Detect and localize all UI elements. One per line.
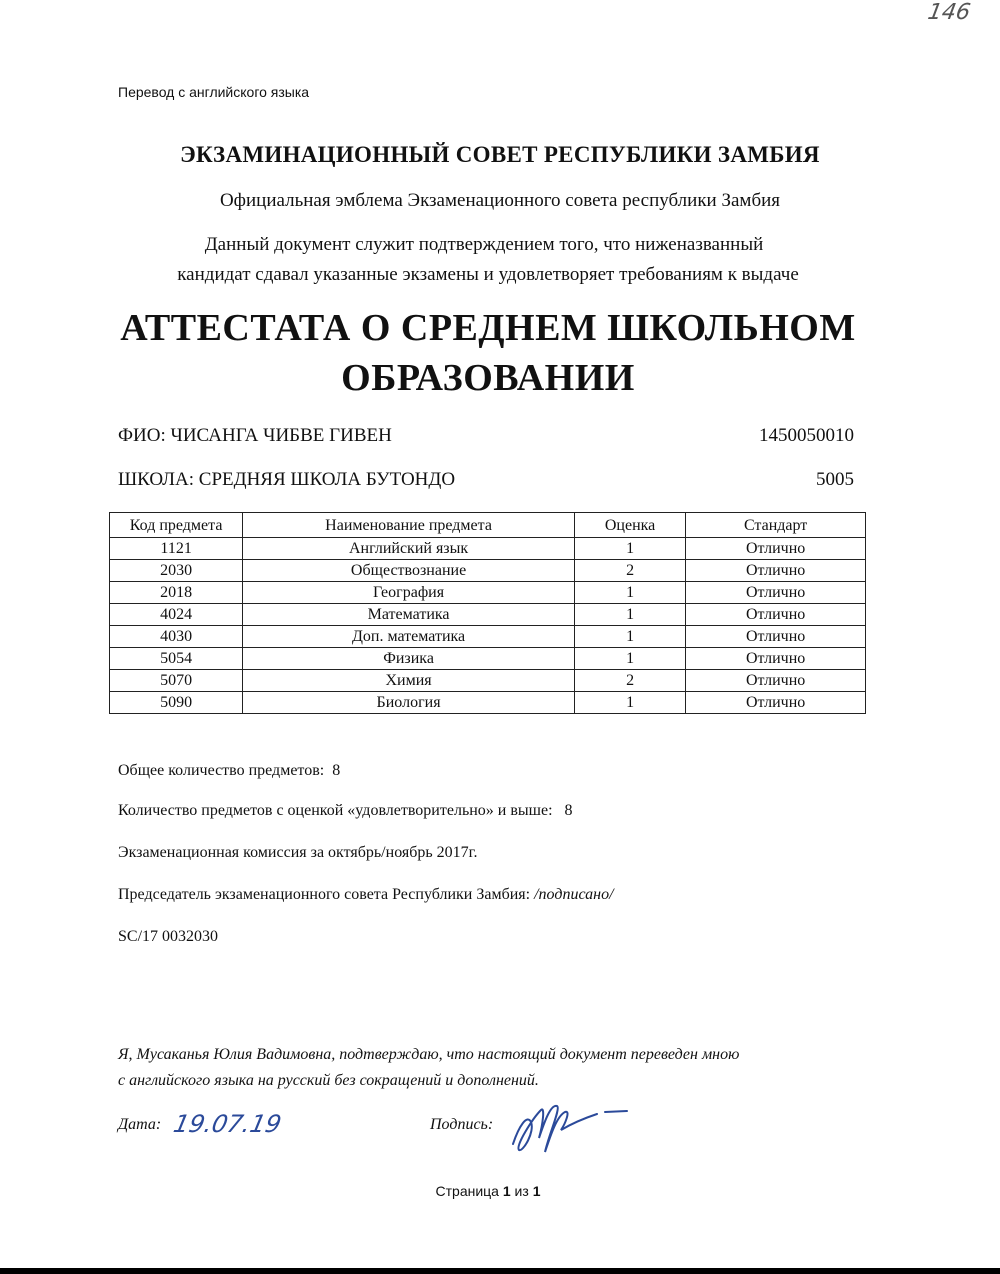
footer-page-total: 1 [532, 1183, 541, 1199]
certificate-title-line-1: АТТЕСТАТА О СРЕДНЕМ ШКОЛЬНОМ [120, 307, 856, 349]
translator-statement-line-1: Я, Мусаканья Юлия Вадимовна, подтверждаю, что настоящий документ переведен мною [118, 1046, 740, 1063]
standard-cell: Отлично [686, 692, 866, 714]
standard-cell: Отлично [686, 626, 866, 648]
candidate-name: ФИО: ЧИСАНГА ЧИБВЕ ГИВЕН [118, 425, 392, 446]
subject-name-cell: Химия [243, 670, 575, 692]
scan-bottom-border [0, 1268, 1000, 1274]
grade-cell: 2 [574, 560, 685, 582]
footer-page-number: 1 [502, 1183, 511, 1199]
subject-code-cell: 2018 [110, 582, 243, 604]
total-subjects-line [118, 762, 340, 780]
total-subjects-value: 8 [332, 762, 341, 779]
school-name: ШКОЛА: СРЕДНЯЯ ШКОЛА БУТОНДО [118, 469, 456, 490]
emblem-caption: Официальная эмблема Экзаменационного совета республики Замбия [219, 190, 781, 211]
statement-line-1: Данный документ служит подтверждением того, что ниженазванный [204, 234, 764, 255]
standard-cell: Отлично [686, 582, 866, 604]
statement-line-2: кандидат сдавал указанные экзамены и удовлетворяет требованиям к выдаче [177, 264, 799, 285]
page-footer [0, 1183, 976, 1199]
subject-name-cell: Доп. математика [243, 626, 575, 648]
grade-cell: 2 [574, 670, 685, 692]
header-subject-code: Код предмета [110, 513, 243, 538]
chairman-label: Председатель экзаменационного совета Республики Замбия: [118, 886, 531, 903]
reference-number: SC/17 0032030 [118, 928, 219, 945]
handwritten-signature [505, 1094, 635, 1164]
footer-prefix: Страница [435, 1183, 499, 1199]
table-row [110, 560, 866, 582]
standard-cell: Отлично [686, 648, 866, 670]
subject-code-cell: 4030 [110, 626, 243, 648]
date-label: Дата: [118, 1116, 162, 1133]
table-row [110, 648, 866, 670]
table-row [110, 670, 866, 692]
standard-cell: Отлично [686, 538, 866, 560]
total-subjects-label: Общее количество предметов: [118, 762, 325, 779]
subject-name-cell: Обществознание [243, 560, 575, 582]
header-standard: Стандарт [686, 513, 866, 538]
passed-subjects-label: Количество предметов с оценкой «удовлетворительно» и выше: [118, 802, 553, 819]
standard-cell: Отлично [686, 670, 866, 692]
table-row [110, 692, 866, 714]
subject-name-cell: Математика [243, 604, 575, 626]
candidate-number: 1450050010 [759, 425, 854, 446]
footer-middle: из [514, 1183, 529, 1199]
school-code: 5005 [816, 469, 854, 490]
subject-name-cell: Биология [243, 692, 575, 714]
grade-cell: 1 [574, 692, 685, 714]
handwritten-date: 19.07.19 [171, 1110, 284, 1138]
grade-cell: 1 [574, 626, 685, 648]
subject-code-cell: 5070 [110, 670, 243, 692]
corner-page-mark: 146 [925, 0, 973, 25]
table-row [110, 582, 866, 604]
table-row [110, 538, 866, 560]
table-row [110, 626, 866, 648]
chairman-signed: /подписано/ [534, 886, 614, 903]
school-row [118, 469, 854, 491]
translation-note: Перевод с английского языка [118, 84, 310, 100]
grade-cell: 1 [574, 582, 685, 604]
subject-code-cell: 1121 [110, 538, 243, 560]
standard-cell: Отлично [686, 560, 866, 582]
subject-name-cell: Английский язык [243, 538, 575, 560]
subject-name-cell: География [243, 582, 575, 604]
grade-cell: 1 [574, 648, 685, 670]
council-name-heading: ЭКЗАМИНАЦИОННЫЙ СОВЕТ РЕСПУБЛИКИ ЗАМБИЯ [180, 142, 820, 167]
subject-code-cell: 5054 [110, 648, 243, 670]
chairman-line [118, 886, 614, 904]
exam-session-line: Экзаменационная комиссия за октябрь/ноябрь 2017г. [118, 844, 478, 861]
header-subject-name: Наименование предмета [243, 513, 575, 538]
passed-subjects-value: 8 [564, 802, 573, 819]
grade-cell: 1 [574, 604, 685, 626]
standard-cell: Отлично [686, 604, 866, 626]
certificate-title-line-2: ОБРАЗОВАНИИ [341, 357, 635, 399]
passed-subjects-line [118, 802, 573, 820]
grades-table [109, 512, 866, 714]
grade-cell: 1 [574, 538, 685, 560]
table-row [110, 604, 866, 626]
subject-code-cell: 4024 [110, 604, 243, 626]
header-grade: Оценка [574, 513, 685, 538]
subject-code-cell: 5090 [110, 692, 243, 714]
subject-name-cell: Физика [243, 648, 575, 670]
candidate-name-row [118, 425, 854, 447]
signature-label: Подпись: [430, 1116, 494, 1133]
translator-statement-line-2: с английского языка на русский без сокращений и дополнений. [118, 1072, 539, 1089]
table-header-row [110, 513, 866, 538]
subject-code-cell: 2030 [110, 560, 243, 582]
